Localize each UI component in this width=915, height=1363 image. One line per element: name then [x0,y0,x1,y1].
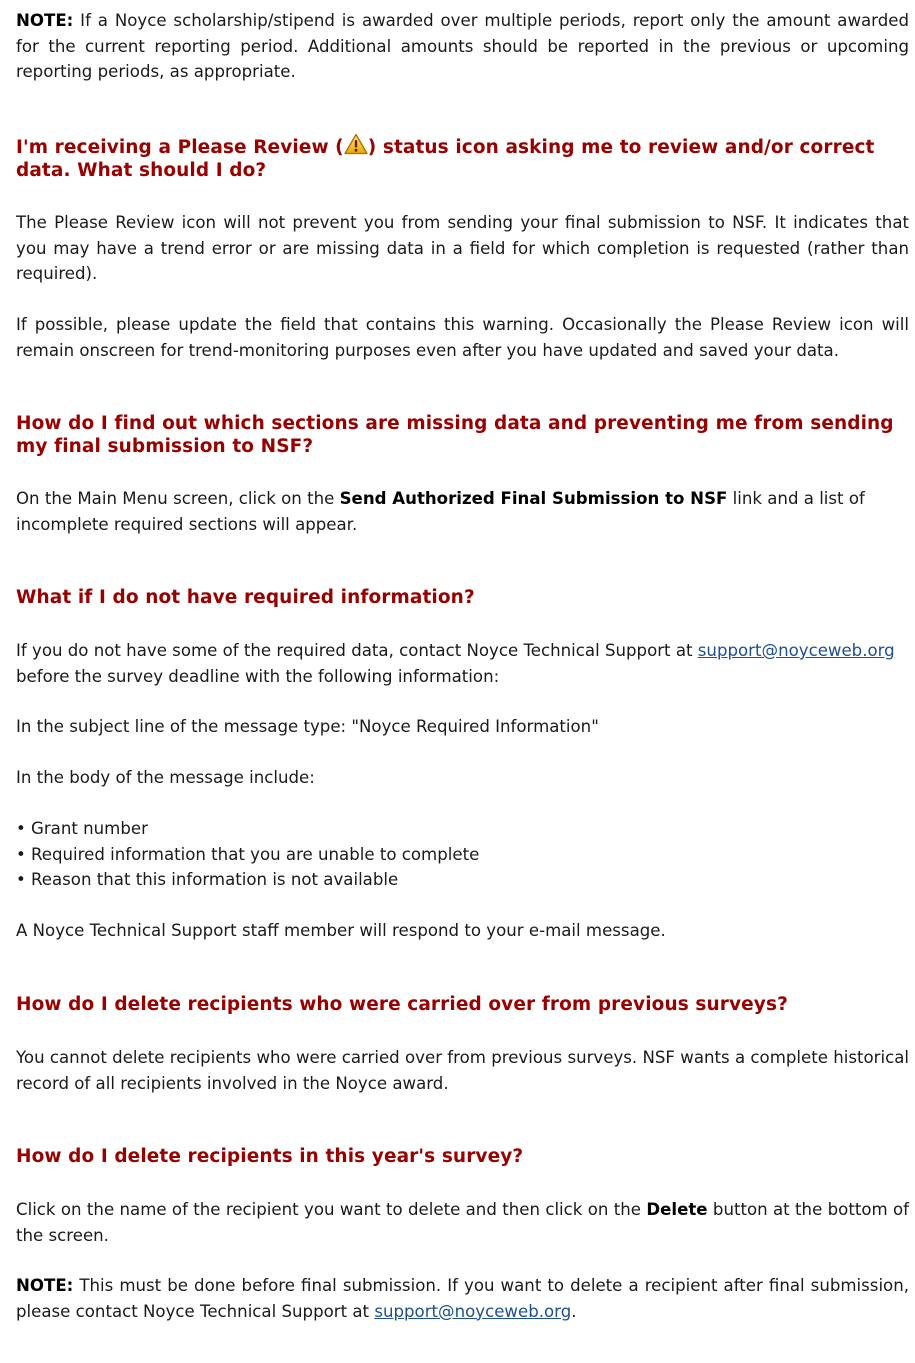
delete-current-note [16,1273,909,1324]
faq-heading-required-info: What if I do not have required information? [16,587,475,608]
note-text: If a Noyce scholarship/stipend is awarded over multiple periods, report only the amount awarded for the current reporting period. Additional amounts should be reported in the previous or upcoming reporting periods, as appropriate. [16,11,909,81]
heading-text-end: ) status icon asking me to review and/or correct data. What should I do? [16,137,875,181]
list-item-text: Grant number [31,819,148,838]
list-item-text: Required information that you are unable to complete [31,844,480,864]
list-item [16,816,909,842]
list-item-text: Reason that this information is not available [31,870,399,889]
required-text-end: before the survey deadline with the following information: [16,666,500,686]
faq-heading-please-review [16,133,909,182]
required-info-response: A Noyce Technical Support staff member will respond to your e-mail message. [16,921,666,940]
note-label: NOTE: [16,11,74,30]
faq-heading-missing-data: How do I find out which sections are missing data and preventing me from sending my final submission to NSF? [16,413,894,457]
list-item [16,842,909,868]
required-text-start: If you do not have some of the required data, contact Noyce Technical Support at [16,641,698,660]
note-multiple-periods [16,8,909,85]
delete-previous-paragraph: You cannot delete recipients who were carried over from previous surveys. NSF wants a complete historical record of all recipients involved in the Noyce award. [16,1048,909,1093]
note-text-start: This must be done before final submission. If you want to delete a recipient after final submission, please contact Noyce Technical Support at [16,1276,909,1321]
bullet-dot: • [16,844,26,864]
required-info-subject-line: In the subject line of the message type: "Noyce Required Information" [16,717,599,736]
required-info-body-intro: In the body of the message include: [16,768,315,787]
bullet-dot: • [16,870,26,889]
heading-text-start: I'm receiving a Please Review ( [16,137,344,158]
support-email-link[interactable]: support@noyceweb.org [374,1301,572,1321]
delete-current-paragraph [16,1197,909,1248]
delete-text-end: button at the bottom of the screen. [16,1200,910,1245]
list-item [16,867,909,893]
delete-button-text: Delete [646,1200,708,1219]
missing-data-paragraph [16,486,909,537]
note-label: NOTE: [16,1276,74,1295]
faq-heading-delete-current: How do I delete recipients in this year's survey? [16,1146,524,1167]
bullet-dot: • [16,819,26,838]
send-final-submission-link-text: Send Authorized Final Submission to NSF [339,489,728,508]
required-info-paragraph-1 [16,638,909,689]
missing-text-end: link and a list of incomplete required sections will appear. [16,489,865,534]
warning-triangle-icon [344,133,368,155]
please-review-paragraph-2: If possible, please update the field that contains this warning. Occasionally the Please Review icon will remain onscreen for trend-monitoring purposes even after you have updated and saved your data. [16,315,909,360]
please-review-paragraph-1: The Please Review icon will not prevent you from sending your final submission to NSF. It indicates that you may have a trend error or are missing data in a field for which completion is requested (rather than required). [16,213,909,283]
delete-text-start: Click on the name of the recipient you want to delete and then click on the [16,1200,647,1219]
note-text-end: . [571,1301,577,1321]
missing-text-start: On the Main Menu screen, click on the [16,489,340,508]
faq-heading-delete-previous: How do I delete recipients who were carried over from previous surveys? [16,994,788,1015]
support-email-link[interactable]: support@noyceweb.org [697,641,895,660]
required-info-bullet-list [16,816,909,893]
